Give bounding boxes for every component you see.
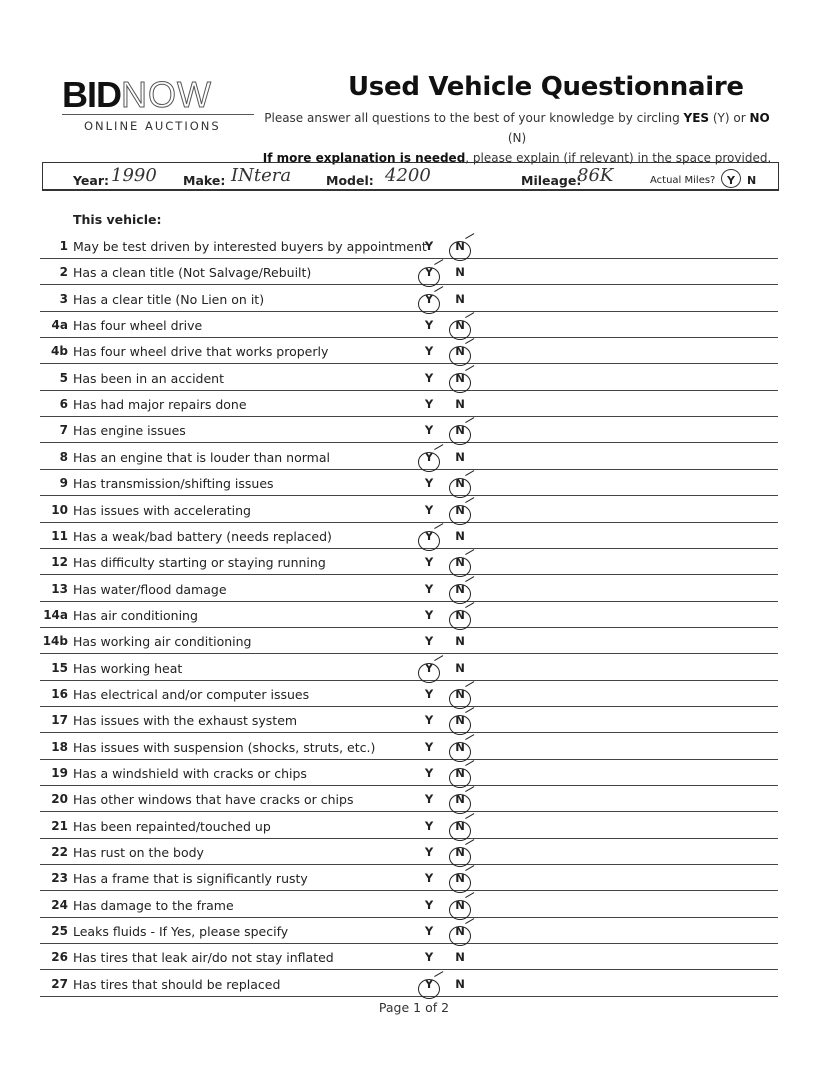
question-row bbox=[40, 943, 778, 970]
question-number: 15 bbox=[51, 660, 68, 675]
question-row bbox=[40, 416, 778, 443]
answer-yes-label: Y bbox=[424, 634, 434, 649]
question-text: Has issues with the exhaust system bbox=[73, 713, 298, 729]
mileage-value[interactable]: 86K bbox=[577, 165, 614, 186]
answer-no[interactable] bbox=[453, 529, 467, 543]
question-row bbox=[40, 496, 778, 523]
instr-bold: If more explanation is needed bbox=[262, 151, 466, 165]
question-number: 12 bbox=[51, 555, 68, 570]
question-number: 3 bbox=[59, 291, 68, 306]
answer-no-label: N bbox=[455, 713, 465, 728]
question-row bbox=[40, 522, 778, 549]
question-text: Has water/flood damage bbox=[73, 581, 227, 597]
answer-yes[interactable] bbox=[422, 608, 436, 622]
answer-no-label: N bbox=[455, 581, 465, 596]
answer-yes[interactable] bbox=[422, 792, 436, 806]
answer-yes-label: Y bbox=[424, 291, 434, 306]
answer-yes[interactable] bbox=[422, 582, 436, 596]
question-number: 19 bbox=[51, 766, 68, 780]
answer-yes[interactable] bbox=[422, 766, 436, 780]
answer-yes[interactable] bbox=[422, 898, 436, 912]
question-number: 24 bbox=[51, 897, 68, 912]
question-row bbox=[40, 917, 778, 944]
answer-no-label: N bbox=[455, 502, 465, 517]
answer-no[interactable] bbox=[453, 265, 467, 279]
actual-miles-no[interactable]: N bbox=[747, 174, 757, 187]
answer-no-label: N bbox=[455, 423, 465, 438]
answer-yes-label: Y bbox=[424, 871, 434, 886]
question-number: 1 bbox=[59, 239, 68, 253]
answer-yes[interactable] bbox=[422, 292, 436, 306]
question-row bbox=[40, 812, 778, 839]
answer-yes-label: Y bbox=[424, 924, 434, 939]
question-number: 13 bbox=[51, 581, 68, 596]
question-number: 14b bbox=[42, 634, 68, 649]
question-text: Has a weak/bad battery (needs replaced) bbox=[73, 528, 332, 544]
answer-no[interactable] bbox=[453, 792, 467, 806]
question-number: 11 bbox=[51, 528, 68, 543]
answer-no-label: N bbox=[455, 344, 465, 359]
answer-no[interactable] bbox=[453, 344, 467, 358]
question-text: Has electrical and/or computer issues bbox=[73, 686, 310, 702]
answer-no[interactable] bbox=[453, 766, 467, 780]
answer-yes[interactable] bbox=[422, 845, 436, 859]
answer-no[interactable] bbox=[453, 898, 467, 912]
answer-no[interactable] bbox=[453, 423, 467, 437]
answer-no-label: N bbox=[455, 318, 465, 333]
answer-no[interactable] bbox=[453, 634, 467, 648]
answer-no-label: N bbox=[455, 397, 465, 412]
question-row bbox=[40, 311, 778, 338]
question-text: Has air conditioning bbox=[73, 607, 198, 623]
answer-yes-label: Y bbox=[424, 397, 434, 412]
answer-yes-label: Y bbox=[424, 845, 434, 860]
question-row bbox=[40, 733, 778, 760]
answer-yes-label: Y bbox=[424, 528, 434, 543]
answer-no[interactable] bbox=[453, 582, 467, 596]
question-text: Has issues with accelerating bbox=[73, 502, 251, 518]
answer-yes[interactable] bbox=[422, 634, 436, 648]
answer-no-label: N bbox=[455, 449, 465, 464]
answer-no-label: N bbox=[455, 686, 465, 701]
question-text: Leaks fluids - If Yes, please specify bbox=[73, 924, 289, 940]
question-row bbox=[40, 548, 778, 575]
instr-text: , please explain (if relevant) in the space provided. bbox=[465, 151, 772, 165]
answer-no[interactable] bbox=[453, 503, 467, 517]
question-row bbox=[40, 601, 778, 628]
answer-yes-label: Y bbox=[424, 686, 434, 701]
answer-no[interactable] bbox=[453, 687, 467, 701]
answer-no-label: N bbox=[455, 792, 465, 807]
question-row bbox=[40, 706, 778, 733]
question-text: Has a frame that is significantly rusty bbox=[73, 871, 308, 887]
answer-no-label: N bbox=[455, 950, 465, 965]
question-text: Has other windows that have cracks or chips bbox=[73, 792, 354, 808]
answer-yes-label: Y bbox=[424, 607, 434, 622]
question-row bbox=[40, 680, 778, 707]
answer-yes-label: Y bbox=[424, 318, 434, 333]
question-text: Has an engine that is louder than normal bbox=[73, 449, 330, 465]
answer-yes-label: Y bbox=[424, 370, 434, 385]
answer-yes[interactable] bbox=[422, 819, 436, 833]
question-number: 26 bbox=[51, 950, 68, 965]
question-row bbox=[40, 627, 778, 654]
question-row bbox=[40, 285, 778, 312]
instr-text: (Y) or bbox=[709, 111, 750, 125]
answer-yes[interactable] bbox=[422, 503, 436, 517]
logo-subtitle: ONLINE AUCTIONS bbox=[84, 119, 221, 133]
question-number: 4b bbox=[51, 344, 68, 359]
answer-yes-label: Y bbox=[424, 660, 434, 675]
question-text: Has tires that leak air/do not stay inflated bbox=[73, 950, 334, 966]
model-label: Model: bbox=[326, 173, 374, 188]
answer-yes-label: Y bbox=[424, 897, 434, 912]
question-number: 21 bbox=[51, 818, 68, 833]
answer-no-label: N bbox=[455, 897, 465, 912]
question-number: 14a bbox=[43, 607, 68, 622]
answer-no[interactable] bbox=[453, 871, 467, 885]
answer-no[interactable] bbox=[453, 476, 467, 490]
question-row bbox=[40, 390, 778, 417]
question-number: 22 bbox=[51, 845, 68, 860]
mileage-label: Mileage: bbox=[521, 173, 582, 188]
answer-yes[interactable] bbox=[422, 924, 436, 938]
answer-no[interactable] bbox=[453, 397, 467, 411]
make-value[interactable]: INtera bbox=[231, 165, 292, 186]
answer-yes[interactable] bbox=[422, 713, 436, 727]
answer-no[interactable] bbox=[453, 239, 467, 253]
answer-yes[interactable] bbox=[422, 265, 436, 279]
answer-no-label: N bbox=[455, 607, 465, 622]
question-row bbox=[40, 232, 778, 259]
question-number: 17 bbox=[51, 713, 68, 728]
question-row bbox=[40, 443, 778, 470]
question-text: Has tires that should be replaced bbox=[73, 976, 281, 992]
question-text: Has transmission/shifting issues bbox=[73, 476, 274, 492]
question-text: Has difficulty starting or staying running bbox=[73, 555, 326, 571]
answer-yes[interactable] bbox=[422, 239, 436, 253]
question-row bbox=[40, 891, 778, 918]
question-row bbox=[40, 838, 778, 865]
answer-no-label: N bbox=[455, 818, 465, 833]
instr-no: NO bbox=[749, 111, 770, 125]
answer-yes-label: Y bbox=[424, 976, 434, 991]
answer-yes[interactable] bbox=[422, 423, 436, 437]
answer-no[interactable] bbox=[453, 608, 467, 622]
question-text: Has working air conditioning bbox=[73, 634, 252, 650]
question-text: Has a windshield with cracks or chips bbox=[73, 766, 307, 781]
answer-no[interactable] bbox=[453, 292, 467, 306]
question-number: 5 bbox=[59, 370, 68, 385]
answer-yes[interactable] bbox=[422, 529, 436, 543]
answer-yes-label: Y bbox=[424, 739, 434, 754]
question-number: 6 bbox=[59, 397, 68, 412]
question-number: 18 bbox=[51, 739, 68, 754]
answer-yes-label: Y bbox=[424, 950, 434, 965]
page-number: Page 1 of 2 bbox=[378, 1000, 450, 1015]
answer-no[interactable] bbox=[453, 555, 467, 569]
answer-yes[interactable] bbox=[422, 977, 436, 991]
question-number: 7 bbox=[59, 423, 68, 438]
question-row bbox=[40, 575, 778, 602]
actual-miles-yes[interactable] bbox=[727, 174, 735, 187]
answer-no-label: N bbox=[455, 739, 465, 754]
question-row bbox=[40, 785, 778, 812]
answer-yes-label: Y bbox=[424, 449, 434, 464]
question-row bbox=[40, 759, 778, 786]
answer-no-label: N bbox=[455, 766, 465, 780]
actual-miles-yes-text: Y bbox=[727, 174, 735, 187]
bidnow-logo bbox=[62, 76, 257, 133]
answer-no[interactable] bbox=[453, 845, 467, 859]
answer-no[interactable] bbox=[453, 977, 467, 991]
answer-yes[interactable] bbox=[422, 661, 436, 675]
answer-yes[interactable] bbox=[422, 318, 436, 332]
instructions bbox=[262, 108, 772, 168]
instr-yes: YES bbox=[683, 111, 710, 125]
answer-yes[interactable] bbox=[422, 555, 436, 569]
answer-no-label: N bbox=[455, 265, 465, 280]
answer-yes-label: Y bbox=[424, 555, 434, 570]
question-text: Has rust on the body bbox=[73, 845, 204, 861]
answer-no-label: N bbox=[455, 239, 465, 253]
answer-yes-label: Y bbox=[424, 344, 434, 359]
answer-no-label: N bbox=[455, 370, 465, 385]
answer-yes[interactable] bbox=[422, 476, 436, 490]
answer-no[interactable] bbox=[453, 819, 467, 833]
model-value[interactable]: 4200 bbox=[385, 165, 431, 186]
page-title: Used Vehicle Questionnaire bbox=[348, 72, 744, 102]
year-value[interactable]: 1990 bbox=[111, 165, 157, 186]
answer-no[interactable] bbox=[453, 450, 467, 464]
answer-yes[interactable] bbox=[422, 344, 436, 358]
answer-no-label: N bbox=[455, 871, 465, 886]
actual-miles-label: Actual Miles? bbox=[650, 175, 716, 186]
answer-yes[interactable] bbox=[422, 450, 436, 464]
answer-no[interactable] bbox=[453, 318, 467, 332]
question-row bbox=[40, 258, 778, 285]
answer-yes-label: Y bbox=[424, 713, 434, 728]
question-number: 16 bbox=[51, 686, 68, 701]
question-text: Has been repainted/touched up bbox=[73, 818, 271, 834]
answer-no[interactable] bbox=[453, 740, 467, 754]
answer-yes[interactable] bbox=[422, 371, 436, 385]
answer-no-label: N bbox=[455, 528, 465, 543]
question-number: 2 bbox=[59, 265, 68, 280]
answer-yes-label: Y bbox=[424, 792, 434, 807]
instructions-line-1 bbox=[262, 108, 772, 148]
question-number: 8 bbox=[59, 449, 68, 464]
question-text: Has a clear title (No Lien on it) bbox=[73, 291, 265, 307]
answer-yes-label: Y bbox=[424, 476, 434, 491]
question-text: Has damage to the frame bbox=[73, 897, 234, 913]
answer-no[interactable] bbox=[453, 661, 467, 675]
answer-yes-label: Y bbox=[424, 265, 434, 280]
question-number: 25 bbox=[51, 924, 68, 939]
answer-yes[interactable] bbox=[422, 397, 436, 411]
question-row bbox=[40, 337, 778, 364]
question-text: Has engine issues bbox=[73, 423, 186, 439]
answer-yes-label: Y bbox=[424, 818, 434, 833]
question-row bbox=[40, 654, 778, 681]
answer-yes-label: Y bbox=[424, 502, 434, 517]
question-text: Has had major repairs done bbox=[73, 397, 247, 413]
answer-no[interactable] bbox=[453, 950, 467, 964]
question-number: 10 bbox=[51, 502, 68, 517]
instr-text: (N) bbox=[507, 131, 527, 145]
question-number: 4a bbox=[51, 318, 68, 333]
answer-no-label: N bbox=[455, 845, 465, 860]
answer-no-label: N bbox=[455, 291, 465, 306]
answer-no-label: N bbox=[455, 634, 465, 649]
answer-yes[interactable] bbox=[422, 950, 436, 964]
answer-no-label: N bbox=[455, 976, 465, 991]
question-row bbox=[40, 364, 778, 391]
answer-yes[interactable] bbox=[422, 687, 436, 701]
section-label: This vehicle: bbox=[73, 212, 162, 227]
question-row bbox=[40, 970, 778, 997]
answer-no-label: N bbox=[455, 924, 465, 939]
question-text: Has been in an accident bbox=[73, 370, 225, 386]
answer-no-label: N bbox=[455, 555, 465, 570]
answer-no-label: N bbox=[455, 660, 465, 675]
answer-no[interactable] bbox=[453, 713, 467, 727]
question-number: 9 bbox=[59, 476, 68, 491]
answer-yes-label: Y bbox=[424, 239, 434, 253]
question-text: Has a clean title (Not Salvage/Rebuilt) bbox=[73, 265, 312, 281]
question-text: Has four wheel drive that works properly bbox=[73, 344, 329, 360]
question-row bbox=[40, 469, 778, 496]
logo-now-text: NOW bbox=[121, 74, 212, 115]
question-row bbox=[40, 864, 778, 891]
answer-yes-label: Y bbox=[424, 766, 434, 780]
answer-yes[interactable] bbox=[422, 740, 436, 754]
answer-yes[interactable] bbox=[422, 871, 436, 885]
question-text: Has four wheel drive bbox=[73, 318, 203, 334]
make-label: Make: bbox=[183, 173, 226, 188]
answer-yes-label: Y bbox=[424, 423, 434, 438]
year-label: Year: bbox=[73, 173, 109, 188]
question-text: Has working heat bbox=[73, 660, 183, 676]
selection-circle-icon bbox=[721, 169, 741, 188]
question-text: Has issues with suspension (shocks, struts, etc.) bbox=[73, 739, 376, 755]
vehicle-info-box bbox=[42, 162, 779, 191]
instr-text: Please answer all questions to the best of your knowledge by circling bbox=[264, 111, 684, 125]
answer-yes-label: Y bbox=[424, 581, 434, 596]
answer-no[interactable] bbox=[453, 924, 467, 938]
question-number: 20 bbox=[51, 792, 68, 807]
logo-bid-text: BID bbox=[62, 74, 121, 115]
question-number: 27 bbox=[51, 976, 68, 991]
question-number: 23 bbox=[51, 871, 68, 886]
logo-wordmark bbox=[62, 74, 257, 115]
answer-no[interactable] bbox=[453, 371, 467, 385]
question-text: May be test driven by interested buyers by appointment bbox=[73, 239, 427, 254]
answer-no-label: N bbox=[455, 476, 465, 491]
